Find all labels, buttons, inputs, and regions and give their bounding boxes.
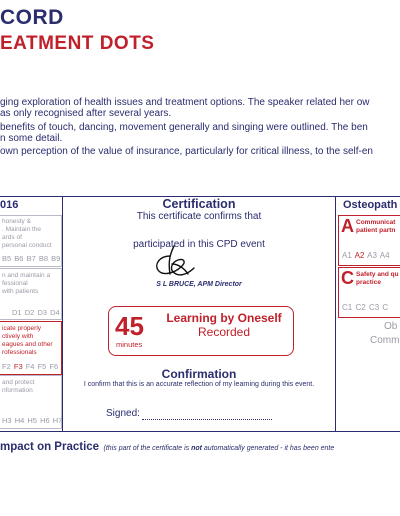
standard-box-b [0,215,62,267]
standard-d-line-2: fessional [2,280,28,287]
standard-b-codes [2,254,61,263]
standard-box-d [0,268,62,320]
event-title: Learning by Oneself [166,311,282,325]
code-h4: H4 [14,416,25,425]
section-c-letter: C [341,268,354,288]
certification-text-2: participated in this CPD event [133,239,265,250]
certification-text-1: This certificate confirms that [136,211,262,222]
confirmation-text: I confirm that this is an accurate reflection of my learning during this event. [83,381,315,388]
signatory-name: S L BRUCE, APM Director [156,281,242,288]
event-status: Recorded [197,325,251,339]
director-signature [148,244,198,280]
section-c-box [338,267,400,318]
standard-b-line-4: personal conduct [2,242,52,249]
standard-b-line-3: ards of [2,234,22,241]
minutes-value: 45 [115,311,144,341]
section-a-line-2: patient partn [356,227,396,234]
impact-note-pre: (this part of the certificate is [103,445,192,452]
section-a-codes [342,251,391,260]
confirmation-title: Confirmation [161,367,237,381]
code-d4: D4 [50,308,60,317]
code-h6: H6 [40,416,50,425]
code-b6: B6 [14,254,24,263]
code-f5: F5 [37,362,47,371]
section-a-letter: A [341,216,354,236]
summary-line-1: ging exploration of health issues and treatment options. The speaker related her ow [0,97,370,108]
code-a4: A4 [379,251,390,260]
impact-title: mpact on Practice [0,441,100,453]
code-a1: A1 [342,251,352,260]
right-divider [335,196,336,431]
event-box [108,306,294,356]
impact-row [0,437,334,455]
standard-d-codes [12,308,61,317]
summary-line-4: n some detail. [0,133,63,144]
standard-b-line-1: honesty & [2,218,31,225]
standard-f-line-1: icate properly [2,325,42,332]
standard-f-line-2: ctively with [2,333,34,340]
standard-f-codes [2,362,59,371]
code-b7: B7 [26,254,36,263]
standard-h-codes [2,416,63,425]
section-a-line-1: Communicat [356,219,396,226]
code-h7: H7 [52,416,63,425]
impact-note-bold: not [191,445,202,452]
code-f2: F2 [2,362,11,371]
standard-d-line-1: n and maintain a [2,272,51,279]
code-a2-selected: A2 [354,251,365,260]
standard-h-line-1: and protect [2,379,35,386]
code-f6: F6 [49,362,59,371]
right-footer-1: Ob [384,321,398,332]
osteopath-title: Osteopath [343,199,398,211]
treatment-dots-heading: EATMENT DOTS [0,33,155,54]
certificate-bottom-border [0,431,400,432]
record-heading: CORD [0,6,64,29]
summary-line-5: own perception of the value of insurance, particularly for critical illness, to the self-en [0,146,373,157]
code-b8: B8 [38,254,49,263]
standard-f-line-4: rofessionals [2,349,37,356]
section-c-line-2: practice [356,279,381,286]
code-c2: C2 [355,303,366,312]
summary-line-3: benefits of touch, dancing, movement generally and singing were outlined. The ben [0,122,368,133]
minutes-label: minutes [116,340,143,349]
section-c-line-1: Safety and qu [356,271,399,278]
certification-title: Certification [162,197,236,211]
code-d3: D3 [37,308,47,317]
standard-box-f-active [0,321,62,375]
code-c3: C3 [368,303,380,312]
standard-f-line-3: eagues and other [2,341,53,348]
code-h5: H5 [27,416,37,425]
standard-b-line-2: . Maintain the [2,226,42,233]
code-a3: A3 [367,251,377,260]
code-h3: H3 [2,416,12,425]
signature-line[interactable] [142,419,272,420]
impact-note-post: automatically generated - it has been ente [201,445,335,452]
signed-label: Signed: [106,408,140,419]
section-c-codes [342,303,389,312]
code-d2: D2 [24,308,35,317]
code-b5: B5 [2,254,12,263]
standard-box-h [0,375,62,429]
code-d1: D1 [12,308,22,317]
impact-note [104,445,335,452]
right-footer-2: Comm [370,335,400,346]
code-f3-selected: F3 [13,362,23,371]
code-b9: B9 [51,254,61,263]
left-divider [62,196,63,431]
standard-d-line-3: with patients [2,288,39,295]
code-c1: C1 [342,303,353,312]
code-f4: F4 [25,362,35,371]
section-a-box [338,215,400,266]
standard-h-line-2: nformation [2,387,33,394]
summary-line-2: as only recognised after several years. [0,108,172,119]
standards-year: 016 [0,199,19,211]
code-c4: C [382,303,389,312]
